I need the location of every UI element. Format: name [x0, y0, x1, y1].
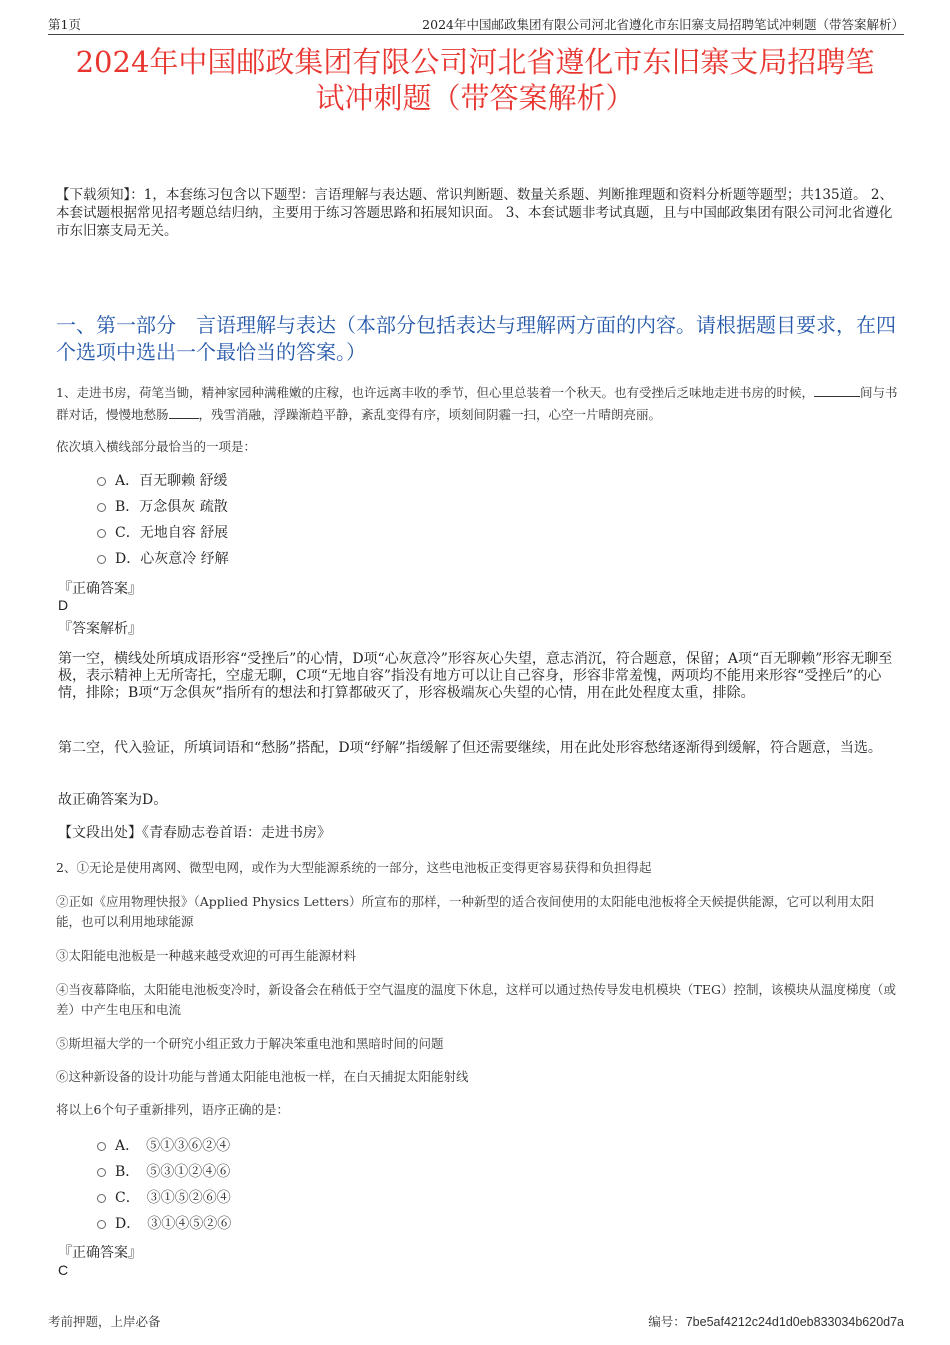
download-notice: 【下载须知】：1，本套练习包含以下题型：言语理解与表达题、常识判断题、数量关系题、判断推理题和资料分析题等题型；共135道。 2、本套试题根据常见招考题总结归纳，主要用于练习答题思路和拓展知识面。 3、本套试题非考试真题，且与中国邮政集团有限公司河北省遵化市东旧寨支局无关。 — [56, 187, 893, 239]
q1-stem-part-c: ，残雪消融，浮躁渐趋平静，紊乱变得有序，顷刻间阴霾一扫，心空一片晴朗亮丽。 — [198, 407, 662, 422]
radio-icon[interactable] — [97, 529, 106, 538]
q2-sentence-1: 2、①无论是使用离网、微型电网，或作为大型能源系统的一部分，这些电池板正变得更容易获得和负担得起 — [56, 860, 652, 875]
analysis-paragraph-2: 第二空，代入验证，所填词语和“愁肠”搭配，D项“纾解”指缓解了但还需要继续，用在此处形容愁绪逐渐得到缓解，符合题意，当选。 — [58, 740, 882, 756]
question-1-prompt: 依次填入横线部分最恰当的一项是： — [56, 439, 257, 454]
radio-icon[interactable] — [97, 1194, 106, 1203]
title-line-1: 2024年中国邮政集团有限公司河北省遵化市东旧寨支局招聘笔 — [75, 45, 875, 79]
option-label: B．万念俱灰 疏散 — [115, 499, 228, 515]
option-label: D．心灰意冷 纾解 — [115, 551, 229, 567]
code-label: 编号： — [648, 1314, 686, 1329]
option-label: A． ⑤①③⑥②④ — [115, 1138, 231, 1154]
page-title — [40, 44, 910, 116]
page-number: 第1页 — [48, 17, 81, 32]
radio-icon[interactable] — [97, 477, 106, 486]
question-1-stem — [56, 382, 898, 426]
option-label: C． ③①⑤②⑥④ — [115, 1190, 231, 1206]
q1-answer: D — [58, 597, 69, 613]
analysis-conclusion: 故正确答案为D。 — [58, 792, 168, 808]
q2-sentence-3: ③太阳能电池板是一种越来越受欢迎的可再生能源材料 — [56, 948, 357, 963]
radio-icon[interactable] — [97, 1220, 106, 1229]
option-label: A．百无聊赖 舒缓 — [115, 473, 228, 489]
blank-1 — [814, 383, 860, 397]
radio-icon[interactable] — [97, 555, 106, 564]
radio-icon[interactable] — [97, 1142, 106, 1151]
section-heading: 一、第一部分 言语理解与表达（本部分包括表达与理解两方面的内容。请根据题目要求，在四个选项中选出一个最恰当的答案。） — [56, 313, 896, 364]
blank-2 — [169, 405, 199, 419]
q1-stem-part-a: 1、走进书房，荷笔当锄，精神家园种满稚嫩的庄稼，也许远离丰收的季节，但心里总装着一个秋天。也有受挫后乏味地走进书房的时候， — [56, 385, 814, 400]
q2-answer-label: 『正确答案』 — [58, 1245, 142, 1261]
q1-answer-label: 『正确答案』 — [58, 581, 142, 597]
option-label: B． ⑤③①②④⑥ — [115, 1164, 231, 1180]
q2-sentence-2: ②正如《应用物理快报》（Applied Physics Letters）所宣布的那样，一种新型的适合夜间使用的太阳能电池板将全天候提供能源，它可以利用太阳能，也可以利用地球能源 — [56, 894, 875, 929]
question-2-prompt: 将以上6个句子重新排列，语序正确的是： — [56, 1102, 289, 1117]
q2-sentence-6: ⑥这种新设备的设计功能与普通太阳能电池板一样，在白天捕捉太阳能射线 — [56, 1069, 469, 1084]
analysis-paragraph-1: 第一空，横线处所填成语形容“受挫后”的心情，D项“心灰意冷”形容灰心失望，意志消沉，符合题意，保留；A项“百无聊赖”形容无聊至极，表示精神上无所寄托，空虚无聊，C项“无地自容”指没有地方可以让自己容身，形容非常羞愧，两项均不能用来形容“受挫后”的心情，排除；B项“万念俱灰”指所有的想法和打算都破灭了，形容极端灰心失望的心情，用在此处程度太重，排除。 — [58, 651, 893, 701]
option-label: C．无地自容 舒展 — [115, 525, 229, 541]
footer-slogan: 考前押题，上岸必备 — [48, 1314, 161, 1329]
title-line-2: 试冲刺题（带答案解析） — [315, 81, 635, 115]
radio-icon[interactable] — [97, 503, 106, 512]
q1-analysis-label: 『答案解析』 — [58, 621, 142, 637]
q2-sentence-4: ④当夜幕降临，太阳能电池板变冷时，新设备会在稍低于空气温度的温度下休息，这样可以通过热传导发电机模块（TEG）控制，该模块从温度梯度（或差）中产生电压和电流 — [56, 982, 896, 1017]
q1-stem-part-b: 间与书群对话，慢慢地愁肠 — [56, 385, 898, 422]
q2-sentence-5: ⑤斯坦福大学的一个研究小组正致力于解决笨重电池和黑暗时间的问题 — [56, 1036, 444, 1051]
q2-answer: C — [58, 1262, 69, 1278]
option-label: D． ③①④⑤②⑥ — [115, 1216, 232, 1232]
code-value: 7be5af4212c24d1d0eb833034b620d7a — [685, 1315, 904, 1329]
header-doc-title: 2024年中国邮政集团有限公司河北省遵化市东旧寨支局招聘笔试冲刺题（带答案解析） — [422, 17, 904, 32]
document-code — [648, 1312, 904, 1330]
radio-icon[interactable] — [97, 1168, 106, 1177]
page-header — [48, 14, 904, 35]
passage-source: 【文段出处】《青春励志卷首语：走进书房》 — [58, 825, 331, 841]
